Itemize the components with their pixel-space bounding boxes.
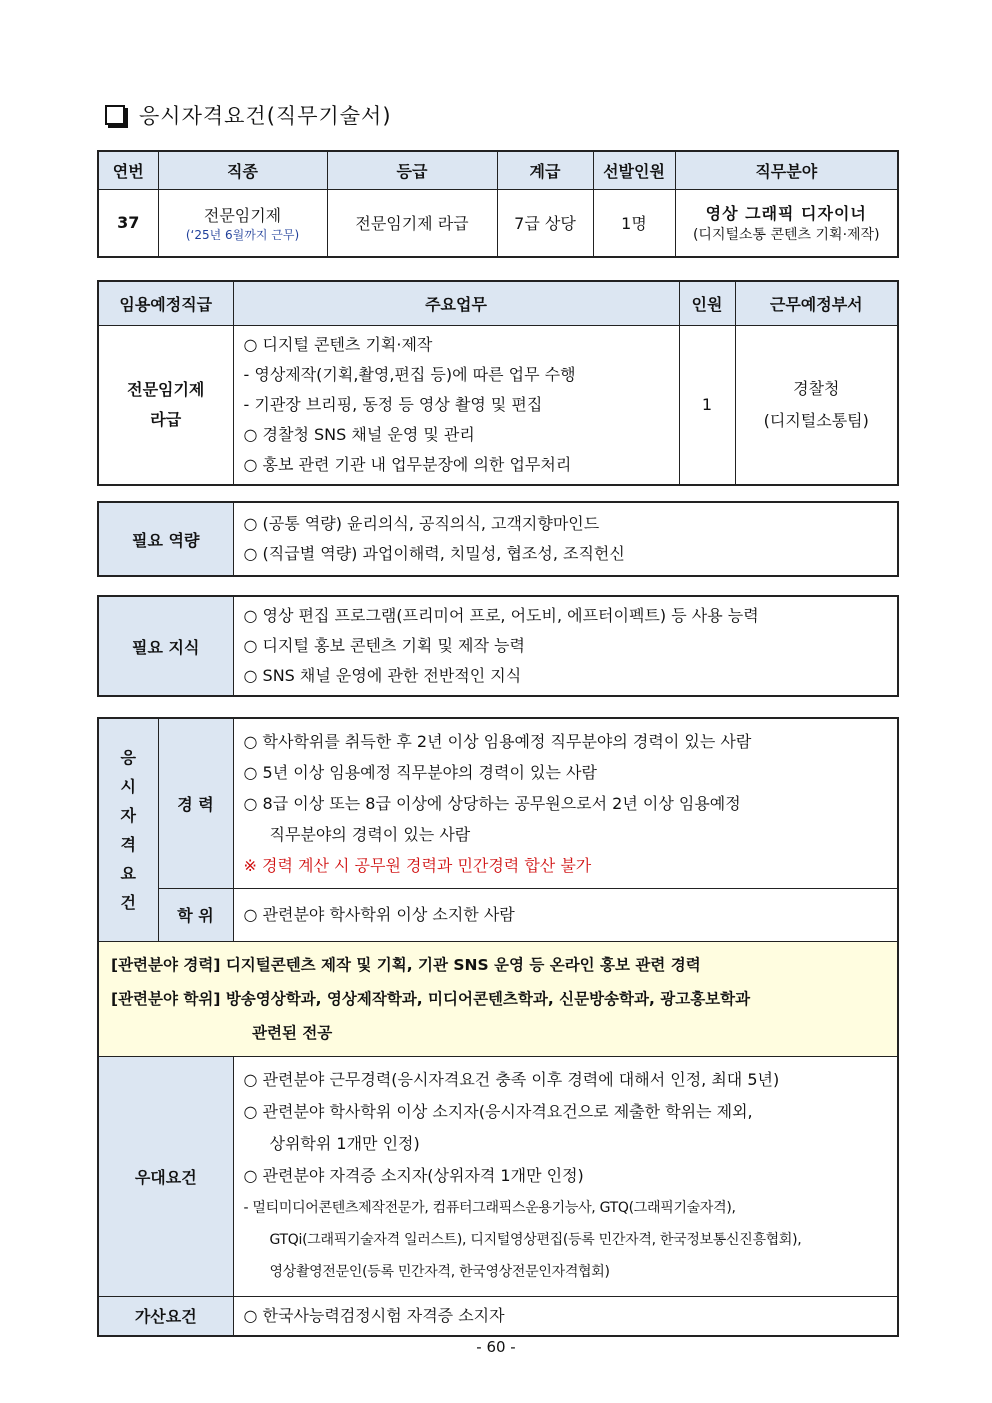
position-cell — [98, 325, 233, 485]
dept-line1: 경찰청 — [793, 378, 840, 398]
checkbox-icon — [105, 105, 125, 125]
header-field: 직무분야 — [675, 151, 898, 189]
preference-item: ○ 관련분야 자격증 소지자(상위자격 1개만 인정) — [243, 1166, 584, 1185]
headcount-cell: 1 — [679, 325, 735, 485]
related-degree-tag: [관련분야 학위] — [111, 989, 221, 1008]
position-line1: 전문임기제 — [127, 379, 205, 399]
duties-cell — [233, 325, 679, 485]
duty-item: - 영상제작(기획,촬영,편집 등)에 따른 업무 수행 — [243, 364, 576, 384]
row-grade: 전문임기제 라급 — [327, 189, 497, 257]
knowledge-item: ○ SNS 채널 운영에 관한 전반적인 지식 — [243, 666, 522, 685]
section-title-text: 응시자격요건(직무기술서) — [139, 104, 392, 128]
preference-item: 영상촬영전문인(등록 민간자격, 한국영상전문인자격협회) — [269, 1264, 610, 1280]
dept-line2: (디지털소통팀) — [763, 410, 869, 430]
page-number: - 60 - — [476, 1338, 516, 1356]
knowledge-item: ○ 영상 편집 프로그램(프리미어 프로, 어도비, 에프터이펙트) 등 사용 능력 — [243, 606, 759, 625]
knowledge-cell — [233, 596, 898, 696]
knowledge-table — [97, 595, 899, 697]
header-count: 선발인원 — [593, 151, 675, 189]
section-title — [105, 98, 392, 132]
preference-item: ○ 관련분야 근무경력(응시자격요건 충족 이후 경력에 대해서 인정, 최대 5년) — [243, 1070, 780, 1089]
knowledge-item: ○ 디지털 홍보 콘텐츠 기획 및 제작 능력 — [243, 636, 525, 655]
career-cell — [233, 718, 898, 888]
preference-label: 우대요건 — [98, 1056, 233, 1296]
row-rank: 7급 상당 — [497, 189, 593, 257]
related-field-cell — [98, 941, 898, 1056]
row-field-main: 영상 그래픽 디자이너 — [705, 204, 867, 224]
position-line2: 라급 — [150, 409, 182, 429]
preference-item: - 멀티미디어콘텐츠제작전문가, 컴퓨터그래픽스운용기능사, GTQ(그래픽기술자격), — [243, 1200, 736, 1216]
row-field-sub: (디지털소통 콘텐츠 기획·제작) — [692, 227, 880, 244]
preference-item: GTQi(그래픽기술자격 일러스트), 디지털영상편집(등록 민간자격, 한국정보통신진흥협회), — [269, 1232, 802, 1248]
header-headcount: 인원 — [679, 281, 735, 325]
row-type-main: 전문임기제 — [203, 205, 282, 225]
duty-item: - 기관장 브리핑, 동정 등 영상 촬영 및 편집 — [243, 394, 543, 414]
qualification-table — [97, 717, 899, 1337]
header-duties: 주요업무 — [233, 281, 679, 325]
related-degree-text2: 관련된 전공 — [252, 1023, 333, 1042]
header-no: 연번 — [98, 151, 158, 189]
knowledge-label: 필요 지식 — [98, 596, 233, 696]
position-summary-table — [97, 150, 899, 258]
related-career-text: 디지털콘텐츠 제작 및 기획, 기관 SNS 운영 등 온라인 홍보 관련 경력 — [225, 955, 701, 974]
header-position: 임용예정직급 — [98, 281, 233, 325]
row-type — [158, 189, 327, 257]
header-dept: 근무예정부서 — [735, 281, 898, 325]
qualification-vertical-label: 응 시 자 격 요 건 — [98, 718, 158, 941]
duties-table — [97, 280, 899, 486]
preference-cell — [233, 1056, 898, 1296]
competency-table — [97, 501, 899, 577]
degree-label: 학 위 — [158, 888, 233, 941]
career-item: ○ 학사학위를 취득한 후 2년 이상 임용예정 직무분야의 경력이 있는 사람 — [243, 731, 752, 751]
related-degree-text: 방송영상학과, 영상제작학과, 미디어콘텐츠학과, 신문방송학과, 광고홍보학과 — [225, 989, 751, 1008]
competency-item: ○ (공통 역량) 윤리의식, 공직의식, 고객지향마인드 — [243, 514, 600, 533]
career-item: 직무분야의 경력이 있는 사람 — [269, 824, 471, 844]
degree-cell: ○ 관련분야 학사학위 이상 소지한 사람 — [233, 888, 898, 941]
header-grade: 등급 — [327, 151, 497, 189]
duty-item: ○ 홍보 관련 기관 내 업무분장에 의한 업무처리 — [243, 454, 572, 474]
dept-cell — [735, 325, 898, 485]
duty-item: ○ 경찰청 SNS 채널 운영 및 관리 — [243, 424, 475, 444]
career-note: ※ 경력 계산 시 공무원 경력과 민간경력 합산 불가 — [243, 855, 592, 875]
career-item: ○ 5년 이상 임용예정 직무분야의 경력이 있는 사람 — [243, 762, 597, 782]
career-label: 경 력 — [158, 718, 233, 888]
header-rank: 계급 — [497, 151, 593, 189]
row-type-note: (‘25년 6월까지 근무) — [185, 227, 300, 242]
preference-item: 상위학위 1개만 인정) — [269, 1134, 420, 1153]
competency-label: 필요 역량 — [98, 502, 233, 576]
header-type: 직종 — [158, 151, 327, 189]
preference-item: ○ 관련분야 학사학위 이상 소지자(응시자격요건으로 제출한 학위는 제외, — [243, 1102, 753, 1121]
competency-cell — [233, 502, 898, 576]
bonus-cell: ○ 한국사능력검정시험 자격증 소지자 — [233, 1296, 898, 1336]
row-count: 1명 — [593, 189, 675, 257]
row-field — [675, 189, 898, 257]
career-item: ○ 8급 이상 또는 8급 이상에 상당하는 공무원으로서 2년 이상 임용예정 — [243, 793, 741, 813]
bonus-label: 가산요건 — [98, 1296, 233, 1336]
competency-item: ○ (직급별 역량) 과업이해력, 치밀성, 협조성, 조직헌신 — [243, 544, 625, 563]
related-career-tag: [관련분야 경력] — [111, 955, 221, 974]
row-no: 37 — [98, 189, 158, 257]
duty-item: ○ 디지털 콘텐츠 기획·제작 — [243, 334, 433, 354]
